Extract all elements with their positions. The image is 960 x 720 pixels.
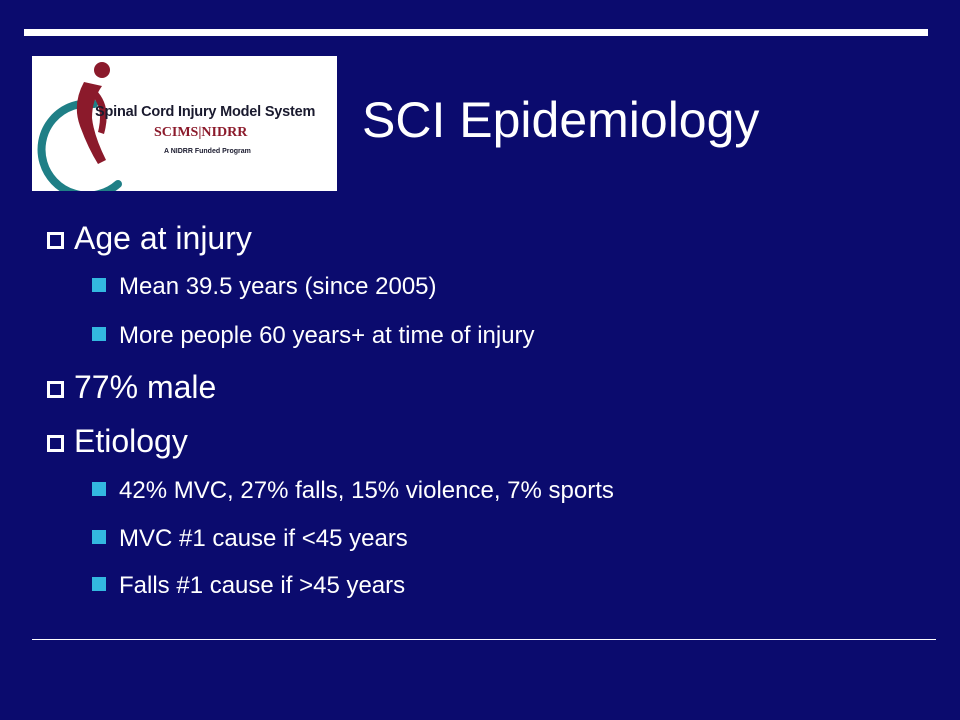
wheelchair-figure-icon [32, 56, 337, 191]
filled-square-bullet-icon [92, 278, 106, 292]
sub-bullet-item [92, 475, 614, 507]
bullet-item [47, 421, 188, 461]
bullet-item [47, 218, 252, 258]
filled-square-bullet-icon [92, 530, 106, 544]
slide-title: SCI Epidemiology [362, 92, 760, 148]
hollow-square-bullet-icon [47, 435, 64, 452]
filled-square-bullet-icon [92, 577, 106, 591]
bottom-divider [32, 639, 936, 640]
hollow-square-bullet-icon [47, 381, 64, 398]
logo-title: Spinal Cord Injury Model System [95, 104, 316, 120]
sub-bullet-item [92, 271, 437, 303]
sub-bullet-text: More people 60 years+ at time of injury [119, 322, 535, 349]
bullet-text: Etiology [74, 423, 188, 459]
sub-bullet-item [92, 523, 408, 555]
scims-logo [32, 56, 337, 191]
sub-bullet-item [92, 570, 405, 602]
bullet-text: 77% male [74, 369, 217, 405]
filled-square-bullet-icon [92, 327, 106, 341]
bullet-text: Age at injury [74, 220, 252, 256]
sub-bullet-text: Mean 39.5 years (since 2005) [119, 273, 437, 300]
sub-bullet-item [92, 320, 535, 352]
logo-tagline: A NIDRR Funded Program [164, 148, 251, 155]
sub-bullet-text: 42% MVC, 27% falls, 15% violence, 7% sports [119, 477, 614, 504]
bullet-item [47, 367, 216, 407]
sub-bullet-text: Falls #1 cause if >45 years [119, 572, 406, 599]
filled-square-bullet-icon [92, 482, 106, 496]
top-divider [24, 29, 928, 36]
sub-bullet-text: MVC #1 cause if <45 years [119, 525, 408, 552]
hollow-square-bullet-icon [47, 232, 64, 249]
logo-subtitle: SCIMS|NIDRR [154, 125, 248, 140]
